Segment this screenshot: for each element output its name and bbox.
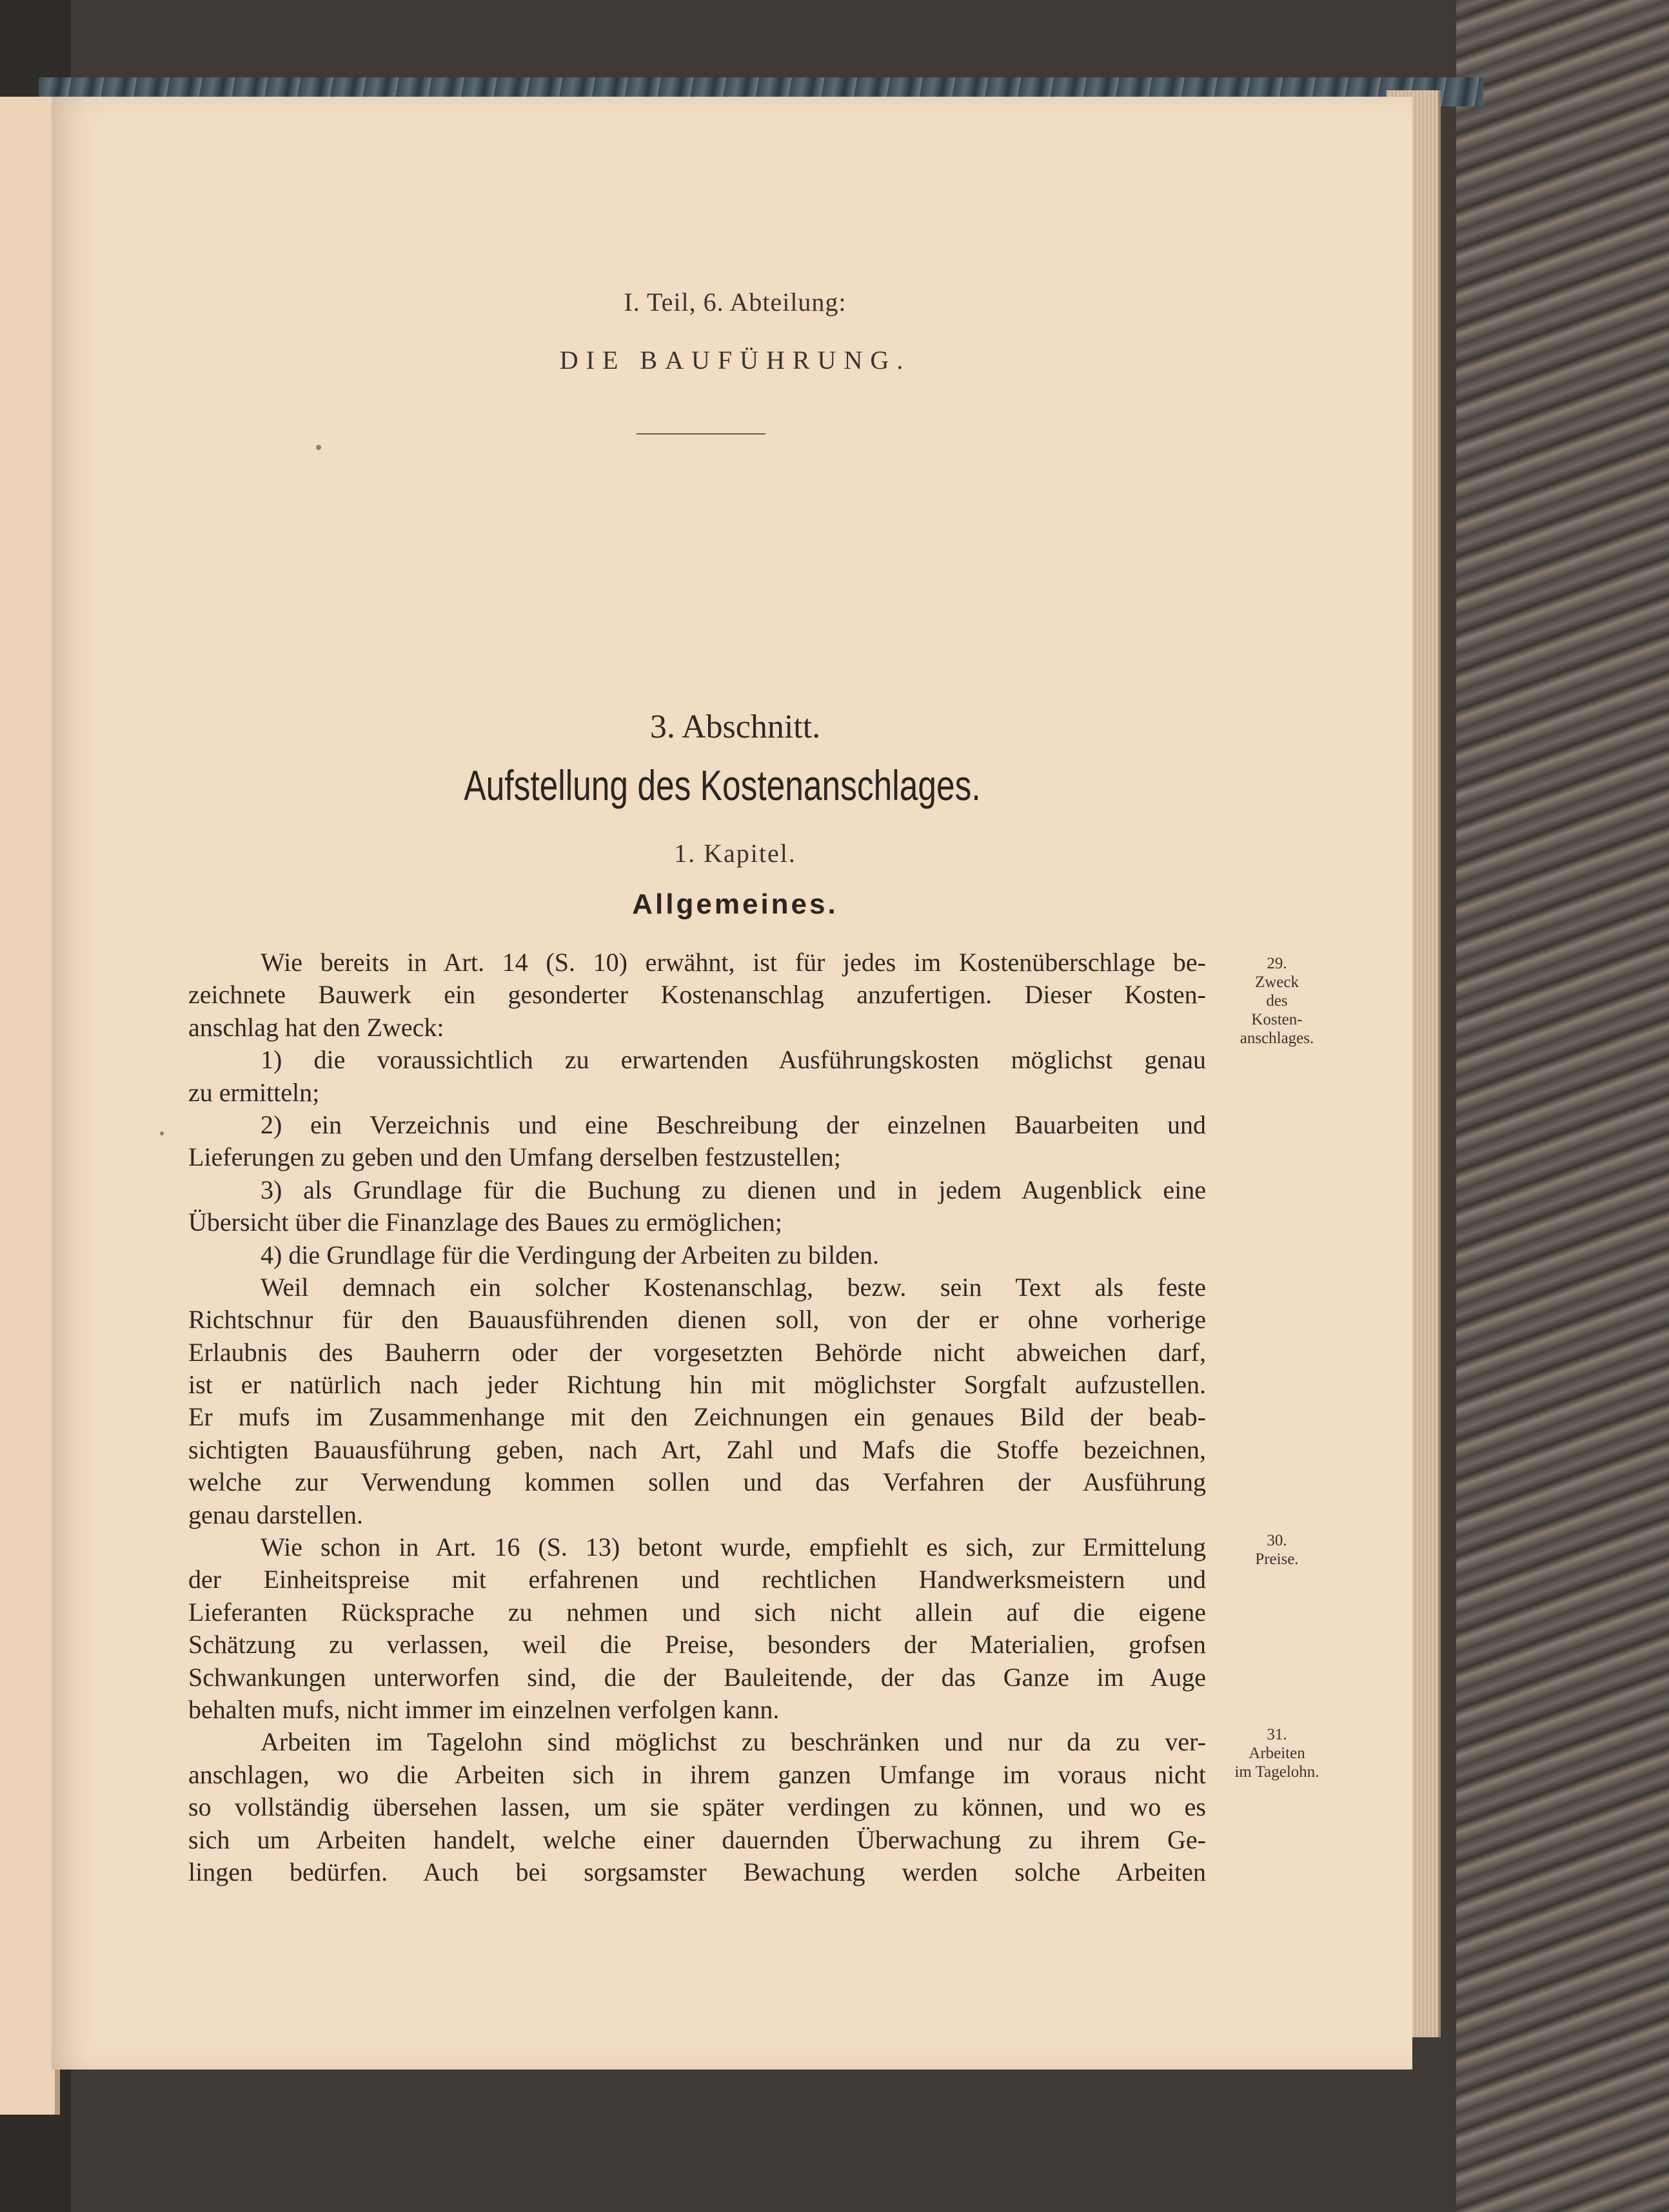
running-header-part: I. Teil, 6. Abteilung: [624,288,847,317]
text-line: 1) die voraussichtlich zu erwartenden Ausführungskosten möglichst genau [261,1045,1206,1075]
chapter-heading: Allgemeines. [632,888,838,920]
margin-note-29 [1212,954,1341,1048]
margin-note-number: 31. [1267,1726,1287,1743]
margin-note-line: Zweck [1254,974,1299,991]
margin-note-line: im Tagelohn. [1234,1763,1319,1781]
margin-note-line: des [1266,992,1288,1010]
text-line: 2) ein Verzeichnis und eine Beschreibung der einzelnen Bauarbeiten und [261,1110,1206,1139]
paper-speck [160,1131,164,1135]
text-line: anschlagen, wo die Arbeiten sich in ihrem ganzen Umfange im voraus nicht [188,1759,1206,1789]
section-title: Aufstellung des Kostenanschlages. [464,761,981,809]
text-line: behalten mufs, nicht immer im einzelnen verfolgen kann. [188,1694,780,1724]
body-text [188,946,1206,1888]
text-line: 4) die Grundlage für die Verdingung der Arbeiten zu bilden. [261,1240,879,1269]
text-line: anschlag hat den Zweck: [188,1012,444,1042]
header-divider [637,433,765,435]
text-line: Schätzung zu verlassen, weil die Preise, besonders der Materialien, grofsen [188,1630,1206,1659]
text-line: Lieferanten Rücksprache zu nehmen und sich nicht allein auf die eigene [188,1597,1206,1627]
text-line: Wie schon in Art. 16 (S. 13) betont wurde, empfiehlt es sich, zur Ermittelung [261,1532,1206,1562]
text-line: 3) als Grundlage für die Buchung zu dienen und in jedem Augenblick eine [261,1175,1206,1204]
margin-note-number: 29. [1267,955,1287,972]
text-line: Er mufs im Zusammenhange mit den Zeichnungen ein genaues Bild der beab- [188,1402,1206,1432]
margin-note-line: Arbeiten [1249,1745,1305,1762]
margin-note-line: Kosten- [1251,1011,1303,1028]
text-line: lingen bedürfen. Auch bei sorgsamster Bewachung werden solche Arbeiten [188,1857,1206,1886]
text-line: der Einheitspreise mit erfahrenen und rechtlichen Handwerksmeistern und [188,1565,1206,1594]
margin-note-31 [1212,1725,1341,1781]
chapter-number: 1. Kapitel. [674,839,796,868]
text-line: Wie bereits in Art. 14 (S. 10) erwähnt, ist für jedes im Kostenüberschlage be- [261,948,1206,977]
text-line: sichtigten Bauausführung geben, nach Art, Zahl und Mafs die Stoffe bezeichnen, [188,1434,1206,1464]
text-line: Weil demnach ein solcher Kostenanschlag, bezw. sein Text als feste [261,1272,1206,1302]
text-line: ist er natürlich nach jeder Richtung hin mit möglichster Sorgfalt aufzustellen. [188,1370,1206,1400]
text-line: so vollständig übersehen lassen, um sie später verdingen zu können, und wo es [188,1792,1206,1822]
margin-note-line: anschlages. [1239,1030,1314,1047]
text-line: Schwankungen unterworfen sind, die der Bauleitende, der das Ganze im Auge [188,1662,1206,1692]
section-number: 3. Abschnitt. [649,709,821,745]
text-line: zeichnete Bauwerk ein gesonderter Kostenanschlag anzufertigen. Dieser Kosten- [188,980,1206,1010]
text-line: Erlaubnis des Bauherrn oder der vorgesetzten Behörde nicht abweichen darf, [188,1337,1206,1367]
text-line: Übersicht über die Finanzlage des Baues zu ermöglichen; [188,1208,782,1237]
paper-speck [316,445,321,450]
text-line: genau darstellen. [188,1500,363,1529]
margin-note-number: 30. [1267,1532,1287,1549]
text-line: welche zur Verwendung kommen sollen und das Verfahren der Ausführung [188,1467,1206,1497]
marbled-cover-right [1456,0,1669,2212]
running-header-section: DIE BAUFÜHRUNG. [559,346,911,375]
text-line: zu ermitteln; [188,1077,320,1107]
margin-note-line: Preise. [1255,1551,1299,1568]
text-line: Lieferungen zu geben und den Umfang derselben festzustellen; [188,1142,841,1172]
margin-note-30 [1212,1531,1341,1569]
text-line: sich um Arbeiten handelt, welche einer dauernden Überwachung zu ihrem Ge- [188,1825,1206,1854]
text-line: Arbeiten im Tagelohn sind möglichst zu beschränken und nur da zu ver- [261,1727,1206,1757]
text-line: Richtschnur für den Bauausführenden dienen soll, von der er ohne vorherige [188,1305,1206,1335]
